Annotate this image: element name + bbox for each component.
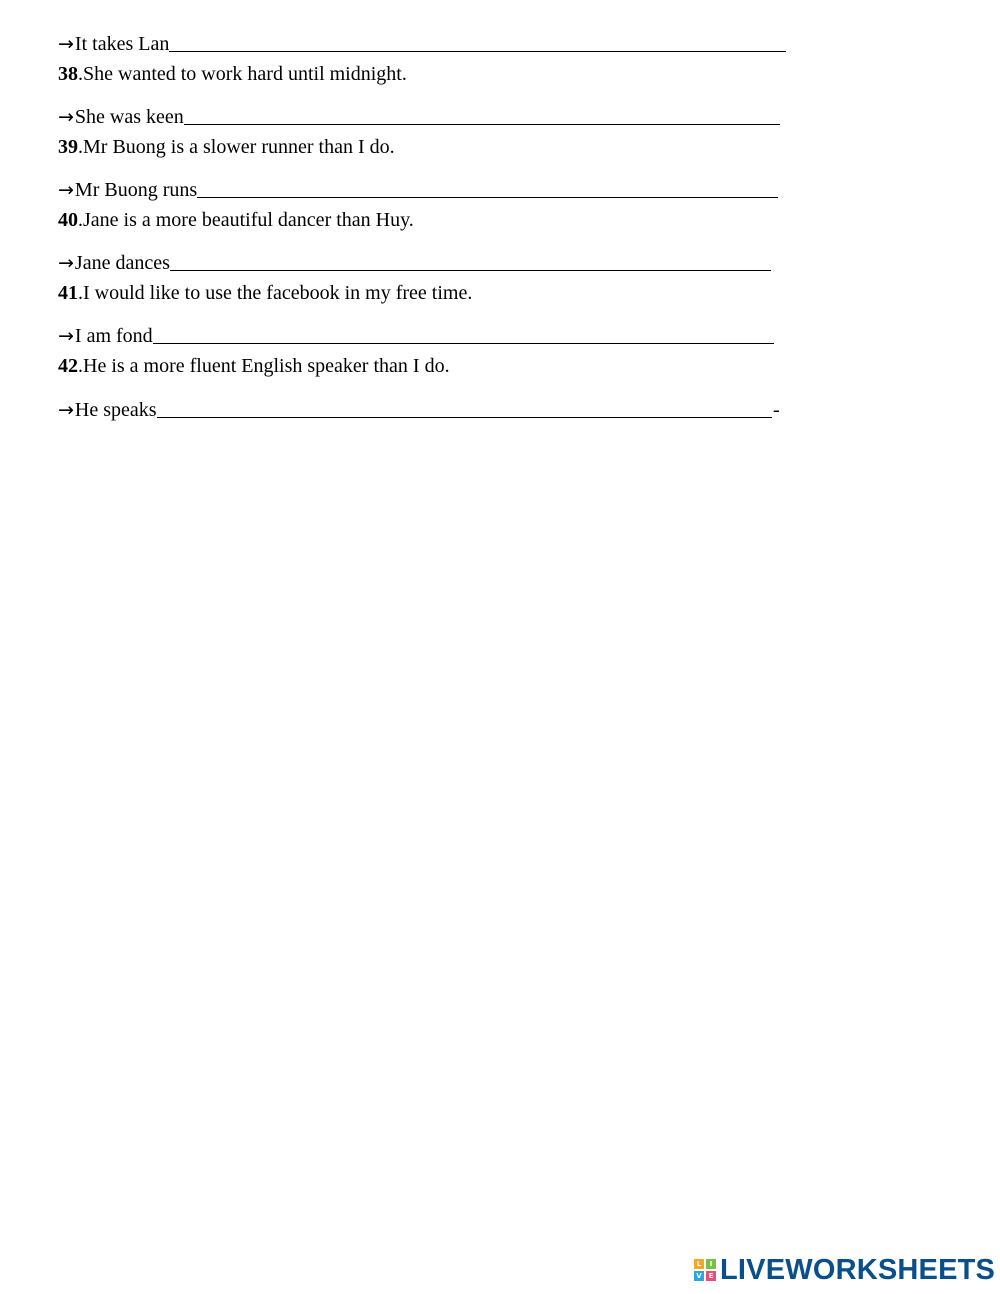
answer-line — [58, 168, 818, 205]
answer-prefix: He speaks — [74, 398, 157, 421]
arrow-right-icon: → — [58, 325, 74, 348]
question-number: 40 — [58, 208, 78, 231]
answer-prefix: It takes Lan — [74, 32, 170, 55]
arrow-right-icon: → — [58, 398, 74, 421]
question-number: 42 — [58, 355, 78, 378]
answer-blank[interactable] — [197, 196, 778, 198]
question-text: .Mr Buong is a slower runner than I do. — [78, 135, 395, 158]
question-40 — [58, 205, 818, 242]
answer-tail: - — [773, 398, 780, 421]
answer-blank[interactable] — [170, 269, 771, 271]
question-text: .Jane is a more beautiful dancer than Huy. — [78, 208, 414, 231]
worksheet — [58, 22, 818, 425]
answer-line — [58, 315, 818, 352]
logo-mark-icon — [694, 1259, 716, 1281]
question-text: .I would like to use the facebook in my free time. — [78, 282, 473, 305]
arrow-right-icon: → — [58, 252, 74, 275]
arrow-right-icon: → — [58, 105, 74, 128]
answer-line — [58, 242, 818, 279]
logo-mark-tile: E — [706, 1271, 716, 1281]
answer-blank[interactable] — [169, 50, 786, 52]
answer-prefix: Jane dances — [74, 252, 170, 275]
question-42 — [58, 351, 818, 388]
answer-line — [58, 22, 818, 59]
question-number: 38 — [58, 62, 78, 85]
answer-prefix: Mr Buong runs — [74, 178, 198, 201]
answer-prefix: She was keen — [74, 105, 184, 128]
answer-line — [58, 95, 818, 132]
answer-line — [58, 388, 818, 425]
liveworksheets-logo — [694, 1253, 996, 1286]
answer-prefix: I am fond — [74, 325, 153, 348]
question-text: .She wanted to work hard until midnight. — [78, 62, 407, 85]
logo-mark-tile: L — [694, 1259, 704, 1269]
answer-blank[interactable] — [157, 416, 772, 418]
question-number: 39 — [58, 135, 78, 158]
question-39 — [58, 132, 818, 169]
question-number: 41 — [58, 282, 78, 305]
arrow-right-icon: → — [58, 178, 74, 201]
logo-text: LIVEWORKSHEETS — [720, 1253, 996, 1286]
question-text: .He is a more fluent English speaker than I do. — [78, 355, 450, 378]
question-38 — [58, 59, 818, 96]
arrow-right-icon: → — [58, 32, 74, 55]
answer-blank[interactable] — [184, 123, 780, 125]
logo-mark-tile: I — [706, 1259, 716, 1269]
question-41 — [58, 278, 818, 315]
logo-mark-tile: V — [694, 1271, 704, 1281]
answer-blank[interactable] — [153, 342, 774, 344]
